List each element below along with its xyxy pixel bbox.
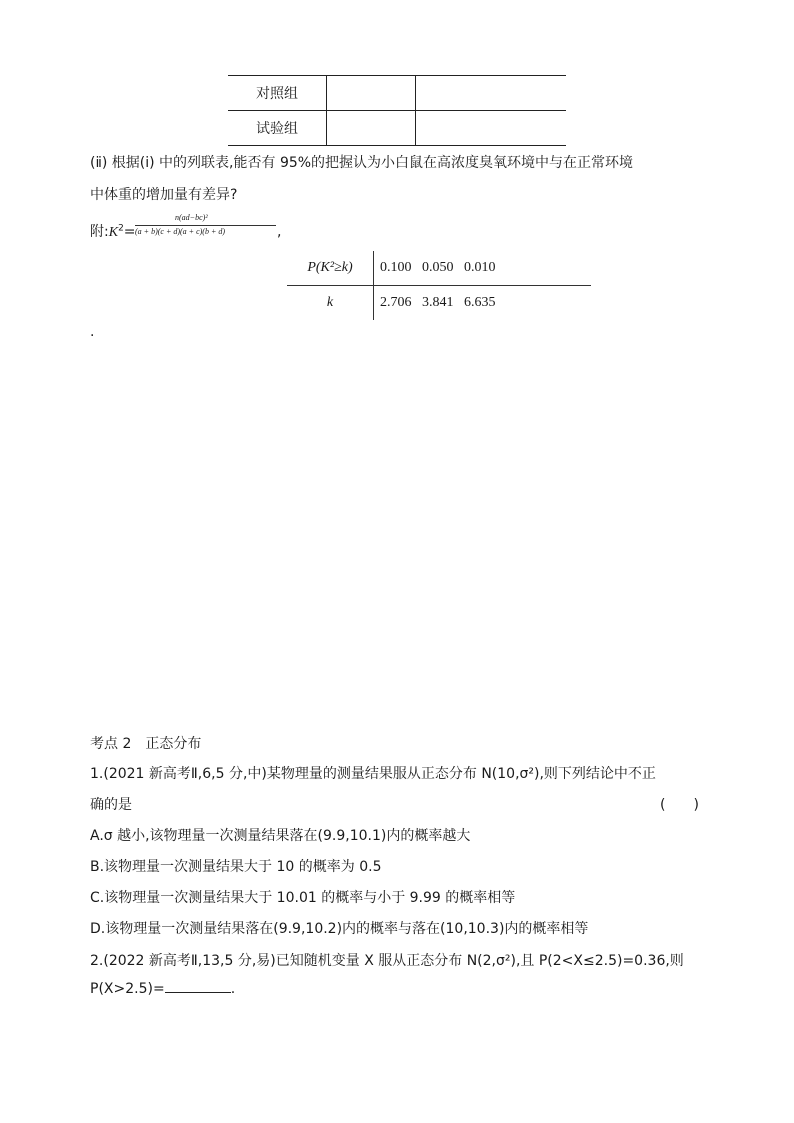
option-c: C.该物理量一次测量结果大于 10.01 的概率与小于 9.99 的概率相等 — [90, 890, 516, 906]
formula-eq: = — [123, 224, 136, 240]
table-cell — [416, 111, 567, 146]
formula-lhs — [90, 221, 136, 241]
question2-line2 — [90, 980, 235, 997]
table-cell — [327, 76, 416, 111]
fraction-bar — [135, 225, 276, 226]
answer-blank[interactable] — [165, 980, 231, 993]
question2-prefix: P(X>2.5)= — [90, 981, 165, 997]
row-label-test: 试验组 — [228, 111, 327, 146]
question-ii-line1: (ⅱ) 根据(ⅰ) 中的列联表,能否有 95%的把握认为小白鼠在高浓度臭氧环境中与在正常环境 — [90, 155, 634, 171]
question1-line1: 1.(2021 新高考Ⅱ,6,5 分,中)某物理量的测量结果服从正态分布 N(10,σ²),则下列结论中不正 — [90, 766, 656, 782]
table-cell: 0.100 — [380, 260, 412, 275]
k-header: k — [287, 286, 374, 321]
k-values — [374, 286, 592, 321]
row-label-control: 对照组 — [228, 76, 327, 111]
formula-denominator: (a + b)(c + d)(a + c)(b + d) — [135, 227, 226, 236]
table-cell: 2.706 — [380, 295, 412, 310]
section-title: 考点 2 正态分布 — [90, 736, 202, 752]
answer-bracket: ( ) — [660, 797, 699, 813]
option-a: A.σ 越小,该物理量一次测量结果落在(9.9,10.1)内的概率越大 — [90, 828, 471, 844]
question2-line1: 2.(2022 新高考Ⅱ,13,5 分,易)已知随机变量 X 服从正态分布 N(2,σ²),且 P(2<X≤2.5)=0.36,则 — [90, 953, 684, 969]
table-cell: 0.050 — [422, 260, 454, 275]
formula-prefix: 附: — [90, 224, 109, 240]
trailing-period: . — [90, 324, 95, 340]
question2-suffix: . — [230, 981, 236, 997]
table-row — [287, 286, 591, 321]
question-ii-line2: 中体重的增加量有差异? — [90, 187, 238, 203]
prob-header: P(K²≥k) — [287, 251, 374, 286]
formula-numerator: n(ad−bc)² — [175, 213, 208, 222]
table-cell — [416, 76, 567, 111]
formula-k: K — [108, 225, 119, 240]
table-cell — [327, 111, 416, 146]
table-cell: 6.635 — [464, 295, 496, 310]
table-cell: 3.841 — [422, 295, 454, 310]
prob-values — [374, 251, 592, 286]
table-row — [287, 251, 591, 286]
contingency-table — [228, 75, 566, 146]
option-d: D.该物理量一次测量结果落在(9.9,10.2)内的概率与落在(10,10.3)内的概率相等 — [90, 921, 589, 937]
table-row — [228, 76, 566, 111]
option-b: B.该物理量一次测量结果大于 10 的概率为 0.5 — [90, 859, 382, 875]
critical-value-table — [287, 251, 591, 320]
table-row — [228, 111, 566, 146]
table-cell: 0.010 — [464, 260, 496, 275]
question1-line2: 确的是 — [90, 797, 132, 813]
formula-exp: 2 — [118, 223, 124, 234]
formula-comma: , — [277, 224, 282, 240]
